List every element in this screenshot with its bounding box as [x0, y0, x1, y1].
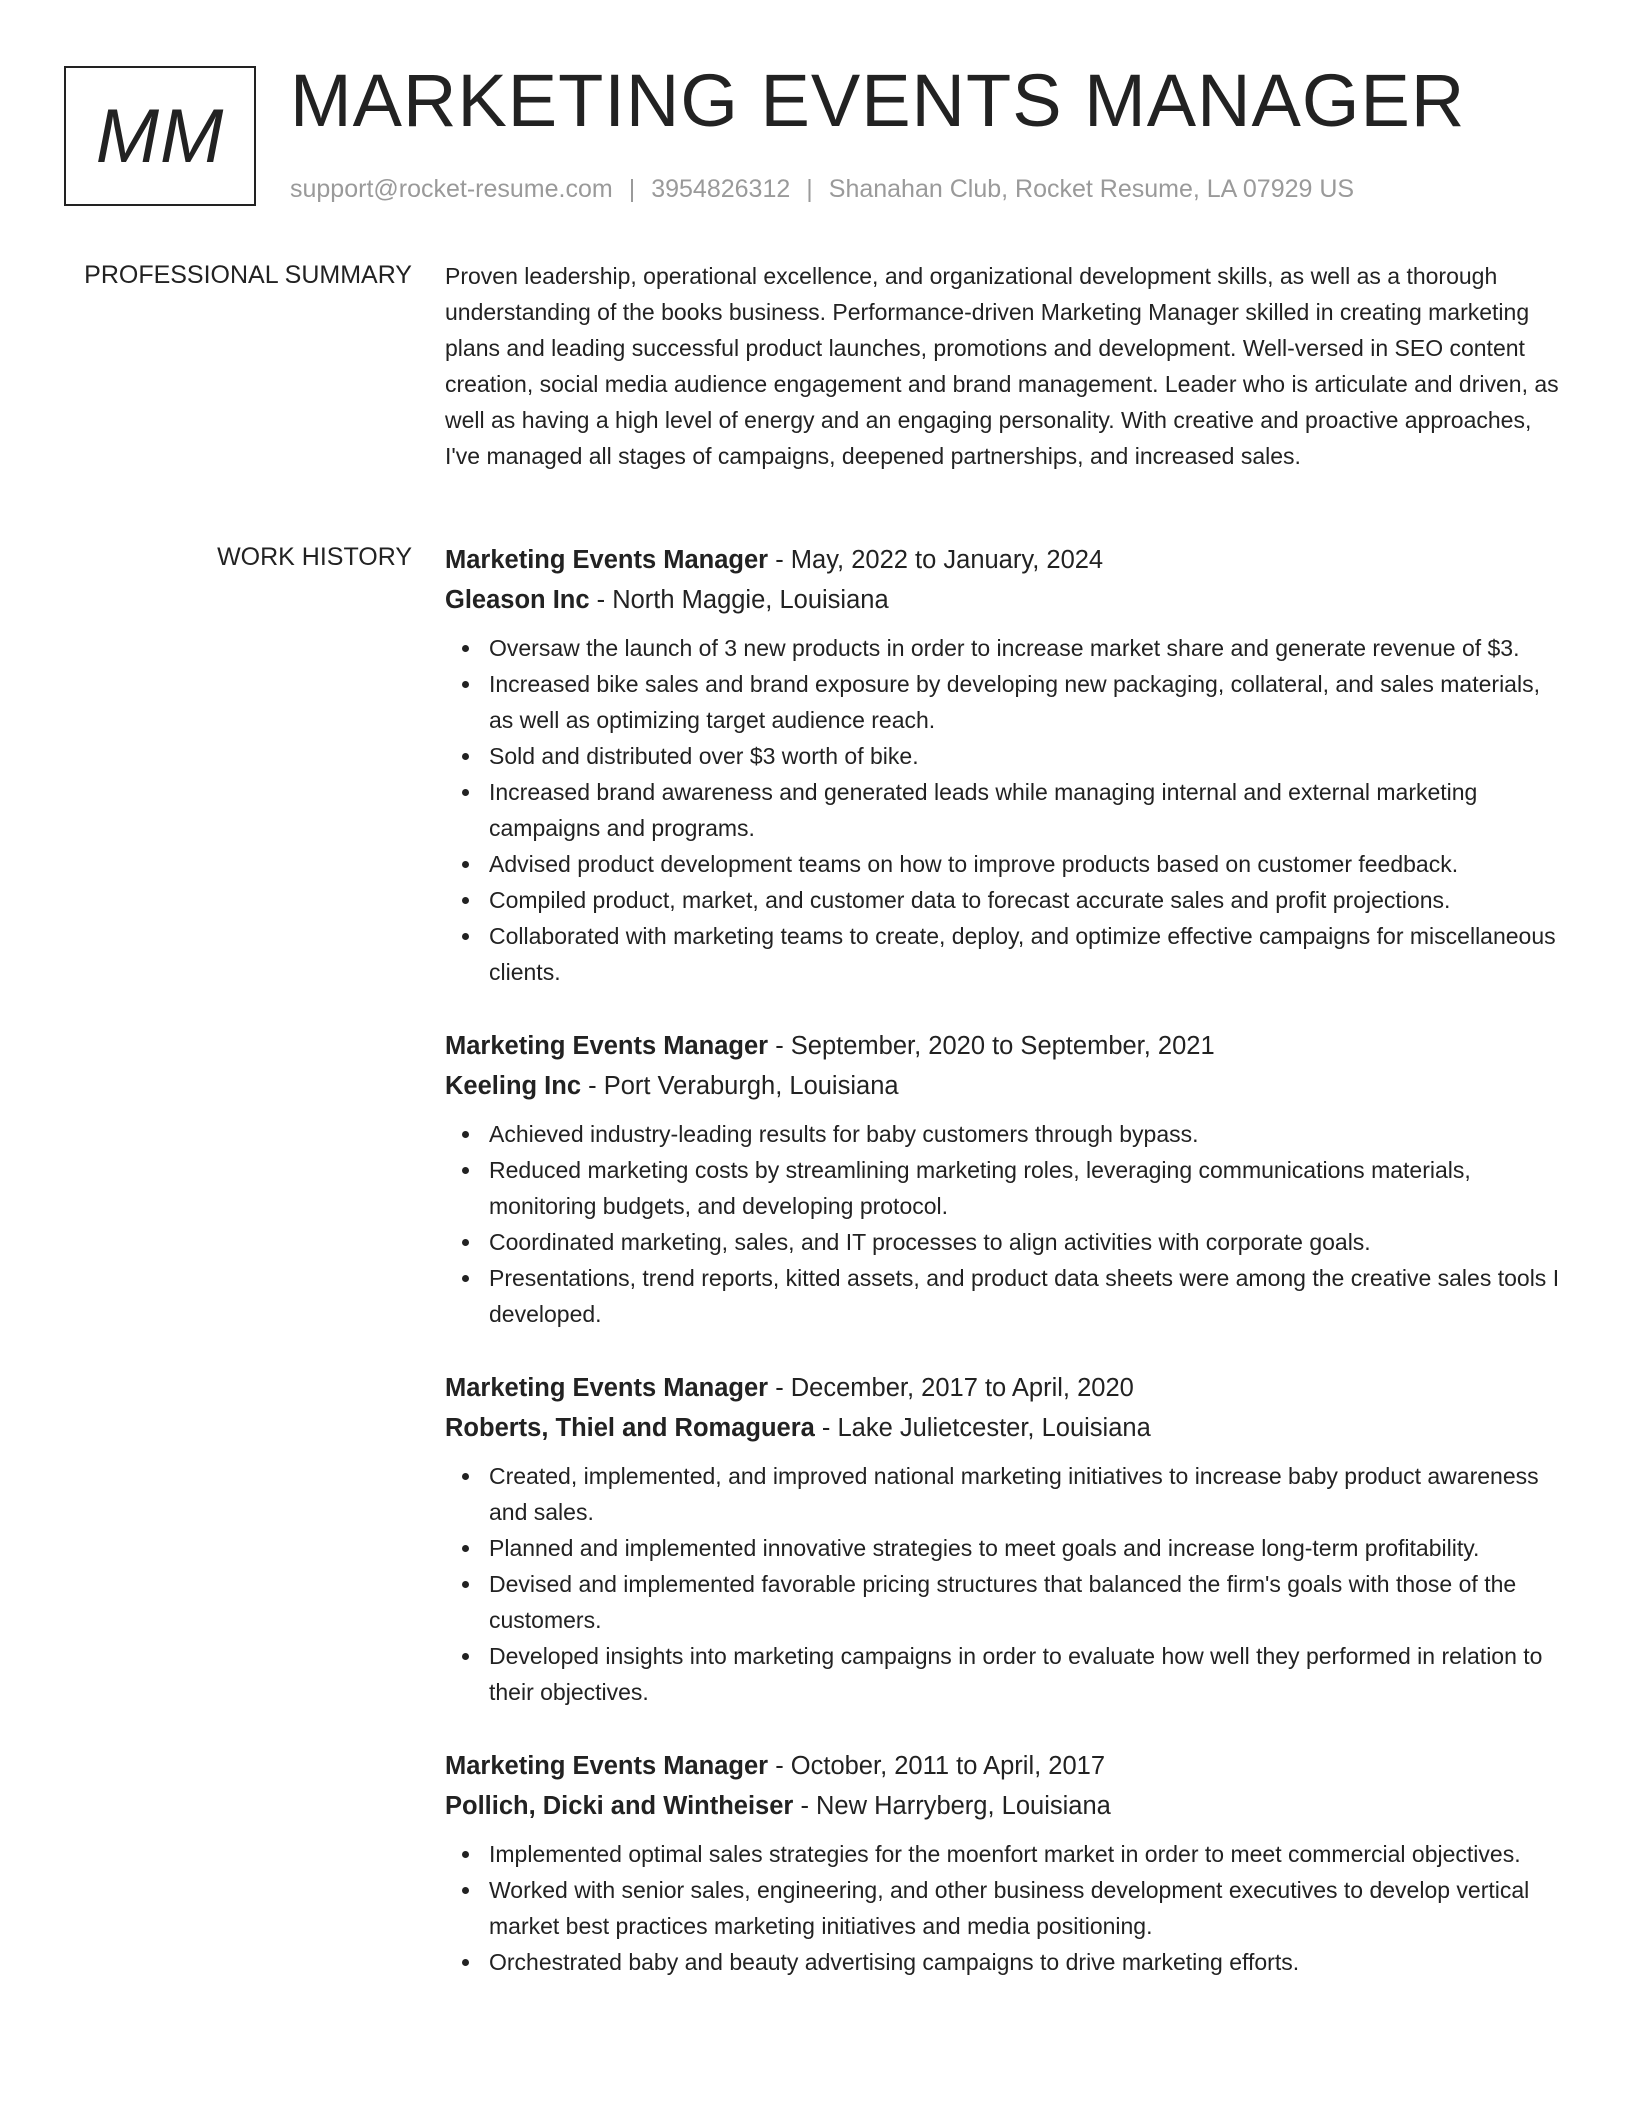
job-bullet: Sold and distributed over $3 worth of bike. — [489, 738, 1565, 774]
job-bullets — [445, 1458, 1565, 1710]
job-dates: - May, 2022 to January, 2024 — [768, 546, 1104, 574]
job-title: Marketing Events Manager — [445, 1374, 769, 1402]
job-bullet: Collaborated with marketing teams to create, deploy, and optimize effective campaigns for miscellaneous clients. — [489, 918, 1565, 990]
job-company: Pollich, Dicki and Wintheiser — [445, 1792, 794, 1820]
job-company-line — [445, 1408, 1565, 1448]
job-dates: - September, 2020 to September, 2021 — [768, 1032, 1215, 1060]
job-bullets — [445, 630, 1565, 990]
job-title: Marketing Events Manager — [445, 546, 769, 574]
job-entry — [445, 1026, 1565, 1332]
job-bullet: Implemented optimal sales strategies for the moenfort market in order to meet commercial objectives. — [489, 1836, 1565, 1872]
resume-title: MARKETING EVENTS MANAGER — [290, 59, 1466, 142]
job-company-line — [445, 580, 1565, 620]
contact-separator: | — [628, 175, 636, 203]
job-entry — [445, 1368, 1565, 1710]
job-bullets — [445, 1116, 1565, 1332]
job-bullet: Created, implemented, and improved national marketing initiatives to increase baby product awareness and sales. — [489, 1458, 1565, 1530]
job-dates: - December, 2017 to April, 2020 — [768, 1374, 1134, 1402]
job-location: - New Harryberg, Louisiana — [793, 1792, 1111, 1820]
job-title-line — [445, 1368, 1565, 1408]
job-bullet: Compiled product, market, and customer data to forecast accurate sales and profit projections. — [489, 882, 1565, 918]
job-bullets — [445, 1836, 1565, 1980]
monogram-initials: MM — [95, 93, 225, 179]
summary-section-label: PROFESSIONAL SUMMARY — [84, 261, 412, 289]
monogram-logo — [64, 66, 256, 206]
job-bullet: Developed insights into marketing campaigns in order to evaluate how well they performed in relation to their objectives. — [489, 1638, 1565, 1710]
job-location: - North Maggie, Louisiana — [589, 586, 889, 614]
job-company-line — [445, 1066, 1565, 1106]
work-history-list — [445, 540, 1565, 2016]
job-bullet: Oversaw the launch of 3 new products in order to increase market share and generate revenue of $3. — [489, 630, 1565, 666]
contact-line — [290, 174, 1354, 204]
job-bullet: Coordinated marketing, sales, and IT processes to align activities with corporate goals. — [489, 1224, 1565, 1260]
job-bullet: Worked with senior sales, engineering, and other business development executives to develop vertical market best practices marketing initiatives and media positioning. — [489, 1872, 1565, 1944]
job-title: Marketing Events Manager — [445, 1032, 769, 1060]
job-company-line — [445, 1786, 1565, 1826]
job-company: Keeling Inc — [445, 1072, 582, 1100]
job-company: Gleason Inc — [445, 586, 590, 614]
job-bullet: Achieved industry-leading results for baby customers through bypass. — [489, 1116, 1565, 1152]
job-dates: - October, 2011 to April, 2017 — [768, 1752, 1106, 1780]
contact-address: Shanahan Club, Rocket Resume, LA 07929 US — [828, 175, 1355, 203]
job-location: - Lake Julietcester, Louisiana — [814, 1414, 1151, 1442]
job-bullet: Planned and implemented innovative strategies to meet goals and increase long-term profitability. — [489, 1530, 1565, 1566]
work-history-section-label: WORK HISTORY — [217, 543, 412, 571]
job-bullet: Advised product development teams on how to improve products based on customer feedback. — [489, 846, 1565, 882]
job-bullet: Increased brand awareness and generated leads while managing internal and external marketing campaigns and programs. — [489, 774, 1565, 846]
job-bullet: Presentations, trend reports, kitted assets, and product data sheets were among the creative sales tools I developed. — [489, 1260, 1565, 1332]
contact-phone[interactable]: 3954826312 — [651, 175, 791, 203]
contact-separator: | — [806, 175, 813, 203]
contact-email[interactable]: support@rocket-resume.com — [290, 175, 613, 203]
job-title-line — [445, 1026, 1565, 1066]
job-entry — [445, 1746, 1565, 1980]
job-location: - Port Veraburgh, Louisiana — [581, 1072, 899, 1100]
job-bullet: Orchestrated baby and beauty advertising campaigns to drive marketing efforts. — [489, 1944, 1565, 1980]
job-bullet: Reduced marketing costs by streamlining marketing roles, leveraging communications materials, monitoring budgets, and developing protocol. — [489, 1152, 1565, 1224]
job-title-line — [445, 540, 1565, 580]
job-company: Roberts, Thiel and Romaguera — [445, 1414, 815, 1442]
job-bullet: Increased bike sales and brand exposure by developing new packaging, collateral, and sales materials, as well as optimizing target audience reach. — [489, 666, 1565, 738]
job-title: Marketing Events Manager — [445, 1752, 769, 1780]
job-entry — [445, 540, 1565, 990]
job-bullet: Devised and implemented favorable pricing structures that balanced the firm's goals with those of the customers. — [489, 1566, 1565, 1638]
summary-text: Proven leadership, operational excellence, and organizational development skills, as well as a thorough understanding of the books business. Performance-driven Marketing Manager skilled in creating marketing plans and leading successful product launches, promotions and development. Well-versed in SEO content creation, social media audience engagement and brand management. Leader who is articulate and driven, as well as having a high level of energy and an engaging personality. With creative and proactive approaches, I've managed all stages of campaigns, deepened partnerships, and increased sales. — [445, 263, 1559, 469]
job-title-line — [445, 1746, 1565, 1786]
